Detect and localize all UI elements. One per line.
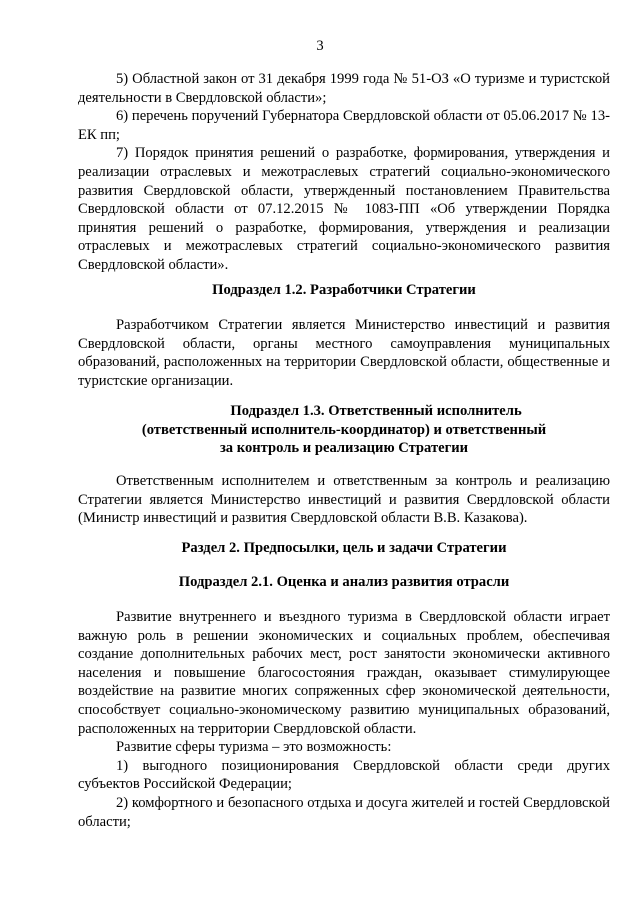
- legal-basis-list: [78, 70, 610, 275]
- list-item: 2) комфортного и безопасного отдыха и досуга жителей и гостей Свердловской области;: [78, 794, 610, 830]
- paragraph: Развитие внутреннего и въездного туризма в Свердловской области играет важную роль в решении экономических и социальных проблем, обеспечивая создание дополнительных рабочих мест, рост занятости экономически активного населения и повышение благосостояния граждан, оказывает стимулирующее воздействие на развитие многих сопряженных сфер экономической деятельности, способствует социально-экономическому развитию муниципальных образований, расположенных на территории Свердловской области.: [78, 609, 610, 737]
- paragraph: Разработчиком Стратегии является Министерство инвестиций и развития Свердловской области, органы местного самоуправления муниципальных образований, расположенных на территории Свердловской области, общественные и туристские организации.: [78, 317, 610, 389]
- subsection-2-1-heading: Подраздел 2.1. Оценка и анализ развития отрасли: [178, 574, 510, 590]
- subsection-1-2-heading: Подраздел 1.2. Разработчики Стратегии: [212, 282, 476, 298]
- section-2-heading: Раздел 2. Предпосылки, цель и задачи Стратегии: [181, 540, 507, 556]
- heading-line: (ответственный исполнитель-координатор) и ответственный: [141, 421, 547, 438]
- list-item: 5) Областной закон от 31 декабря 1999 года № 51-ОЗ «О туризме и туристской деятельности в Свердловской области»;: [78, 71, 610, 106]
- paragraph: Ответственным исполнителем и ответственным за контроль и реализацию Стратегии является Министерство инвестиций и развития Свердловской области (Министр инвестиций и развития Свердловской области В.В. Казакова).: [78, 473, 610, 527]
- subsection-2-1-body: [78, 608, 610, 831]
- list-item: 1) выгодного позиционирования Свердловской области среди других субъектов Российской Федерации;: [78, 757, 610, 793]
- heading-line: за контроль и реализацию Стратегии: [219, 440, 469, 457]
- page-number: 3: [316, 38, 324, 54]
- heading-line: Подраздел 1.3. Ответственный исполнитель: [230, 403, 522, 419]
- paragraph: Развитие сферы туризма – это возможность:: [116, 739, 392, 756]
- subsection-1-2-body: [78, 316, 610, 390]
- list-item: 7) Порядок принятия решений о разработке, формирования, утверждения и реализации отраслевых и межотраслевых стратегий социально-экономического развития Свердловской области, утвержденный постановлением Правительства Свердловской области от 07.12.2015 № 1083-ПП «Об утверждении Порядка принятия решений о разработке, формирования, утверждения и реализации отраслевых и межотраслевых стратегий социально-экономического развития Свердловской области».: [78, 145, 610, 273]
- list-item: 6) перечень поручений Губернатора Свердловской области от 05.06.2017 № 13-ЕК пп;: [78, 108, 610, 143]
- subsection-1-3-heading: [78, 402, 610, 458]
- subsection-1-3-body: [78, 472, 610, 528]
